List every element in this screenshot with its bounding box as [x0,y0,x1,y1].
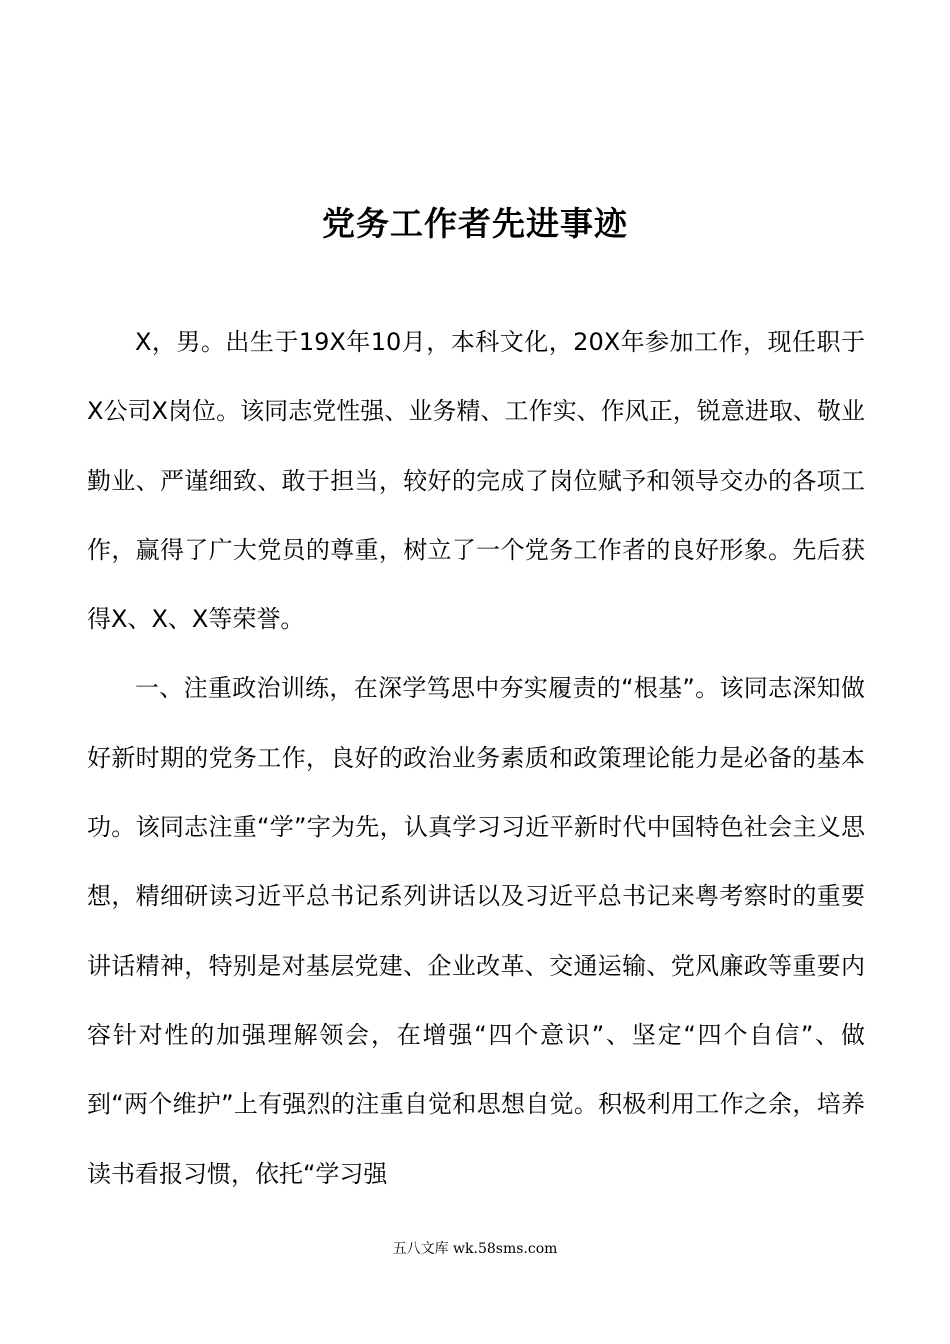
footer-watermark: 五八文库 wk.58sms.com [392,1241,558,1257]
document-body [87,308,865,1209]
paragraph-section-1: 一、注重政治训练，在深学笃思中夯实履责的“根基”。该同志深知做好新时期的党务工作，良好的政治业务素质和政策理论能力是必备的基本功。该同志注重“学”字为先，认真学习习近平新时代中国特色社会主义思想，精细研读习近平总书记系列讲话以及习近平总书记来粤考察时的重要讲话精神，特别是对基层党建、企业改革、交通运输、党风廉政等重要内容针对性的加强理解领会，在增强“四个意识”、坚定“四个自信”、做到“两个维护”上有强烈的注重自觉和思想自觉。积极利用工作之余，培养读书看报习惯，依托“学习强 [87,674,865,1188]
paragraph-intro: X，男。出生于19X年10月，本科文化，20X年参加工作，现任职于X公司X岗位。该同志党性强、业务精、工作实、作风正，锐意进取、敬业勤业、严谨细致、敢于担当，较好的完成了岗位赋予和领导交办的各项工作，赢得了广大党员的尊重，树立了一个党务工作者的良好形象。先后获得X、X、X等荣誉。 [87,328,865,634]
document-title: 党务工作者先进事迹 [322,204,628,244]
